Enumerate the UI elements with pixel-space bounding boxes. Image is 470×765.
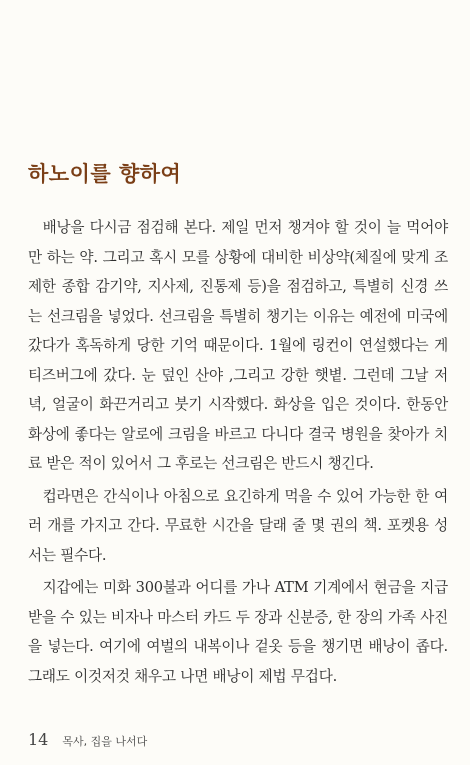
- paragraph: 배낭을 다시금 점검해 본다. 제일 먼저 챙겨야 할 것이 늘 먹어야 만 하는 약. 그리고 혹시 모를 상황에 대비한 비상약(체질에 맞게 조제한 종합 감기약, 지사제, 진통제 등)을 점검하고, 특별히 신경 쓰는 선크림을 넣었다. 선크림을 특별히 챙기는 이유는 예전에 미국에 갔다가 혹독하게 당한 기억 때문이다. 1월에 링컨이 연설했다는 게티즈버그에 갔다. 눈 덮인 산야 ,그리고 강한 햇볕. 그런데 그날 저녁, 얼굴이 화끈거리고 붓기 시작했다. 화상을 입은 것이다. 한동안 화상에 좋다는 알로에 크림을 바르고 다니다 결국 병원을 찾아가 치료 받은 적이 있어서 그 후로는 선크림은 반드시 챙긴다.: [28, 219, 448, 472]
- paragraph: 지갑에는 미화 300불과 어디를 가나 ATM 기계에서 현금을 지급 받을 수 있는 비자나 마스터 카드 두 장과 신분증, 한 장의 가족 사진을 넣는다. 여기에 여벌의 내복이나 겉옷 등을 챙기면 배낭이 좁다. 그래도 이것저것 채우고 나면 배낭이 제법 무겁다.: [28, 579, 448, 685]
- page-number: 14: [28, 730, 49, 749]
- body-text: [28, 213, 448, 691]
- running-title: 목사, 집을 나서다: [62, 735, 148, 748]
- section-title: 하노이를 향하여: [28, 162, 182, 186]
- page-footer: [28, 730, 147, 749]
- paragraph: 컵라면은 간식이나 아침으로 요긴하게 먹을 수 있어 가능한 한 여러 개를 가지고 간다. 무료한 시간을 달래 줄 몇 권의 책. 포켓용 성서는 필수다.: [28, 487, 448, 564]
